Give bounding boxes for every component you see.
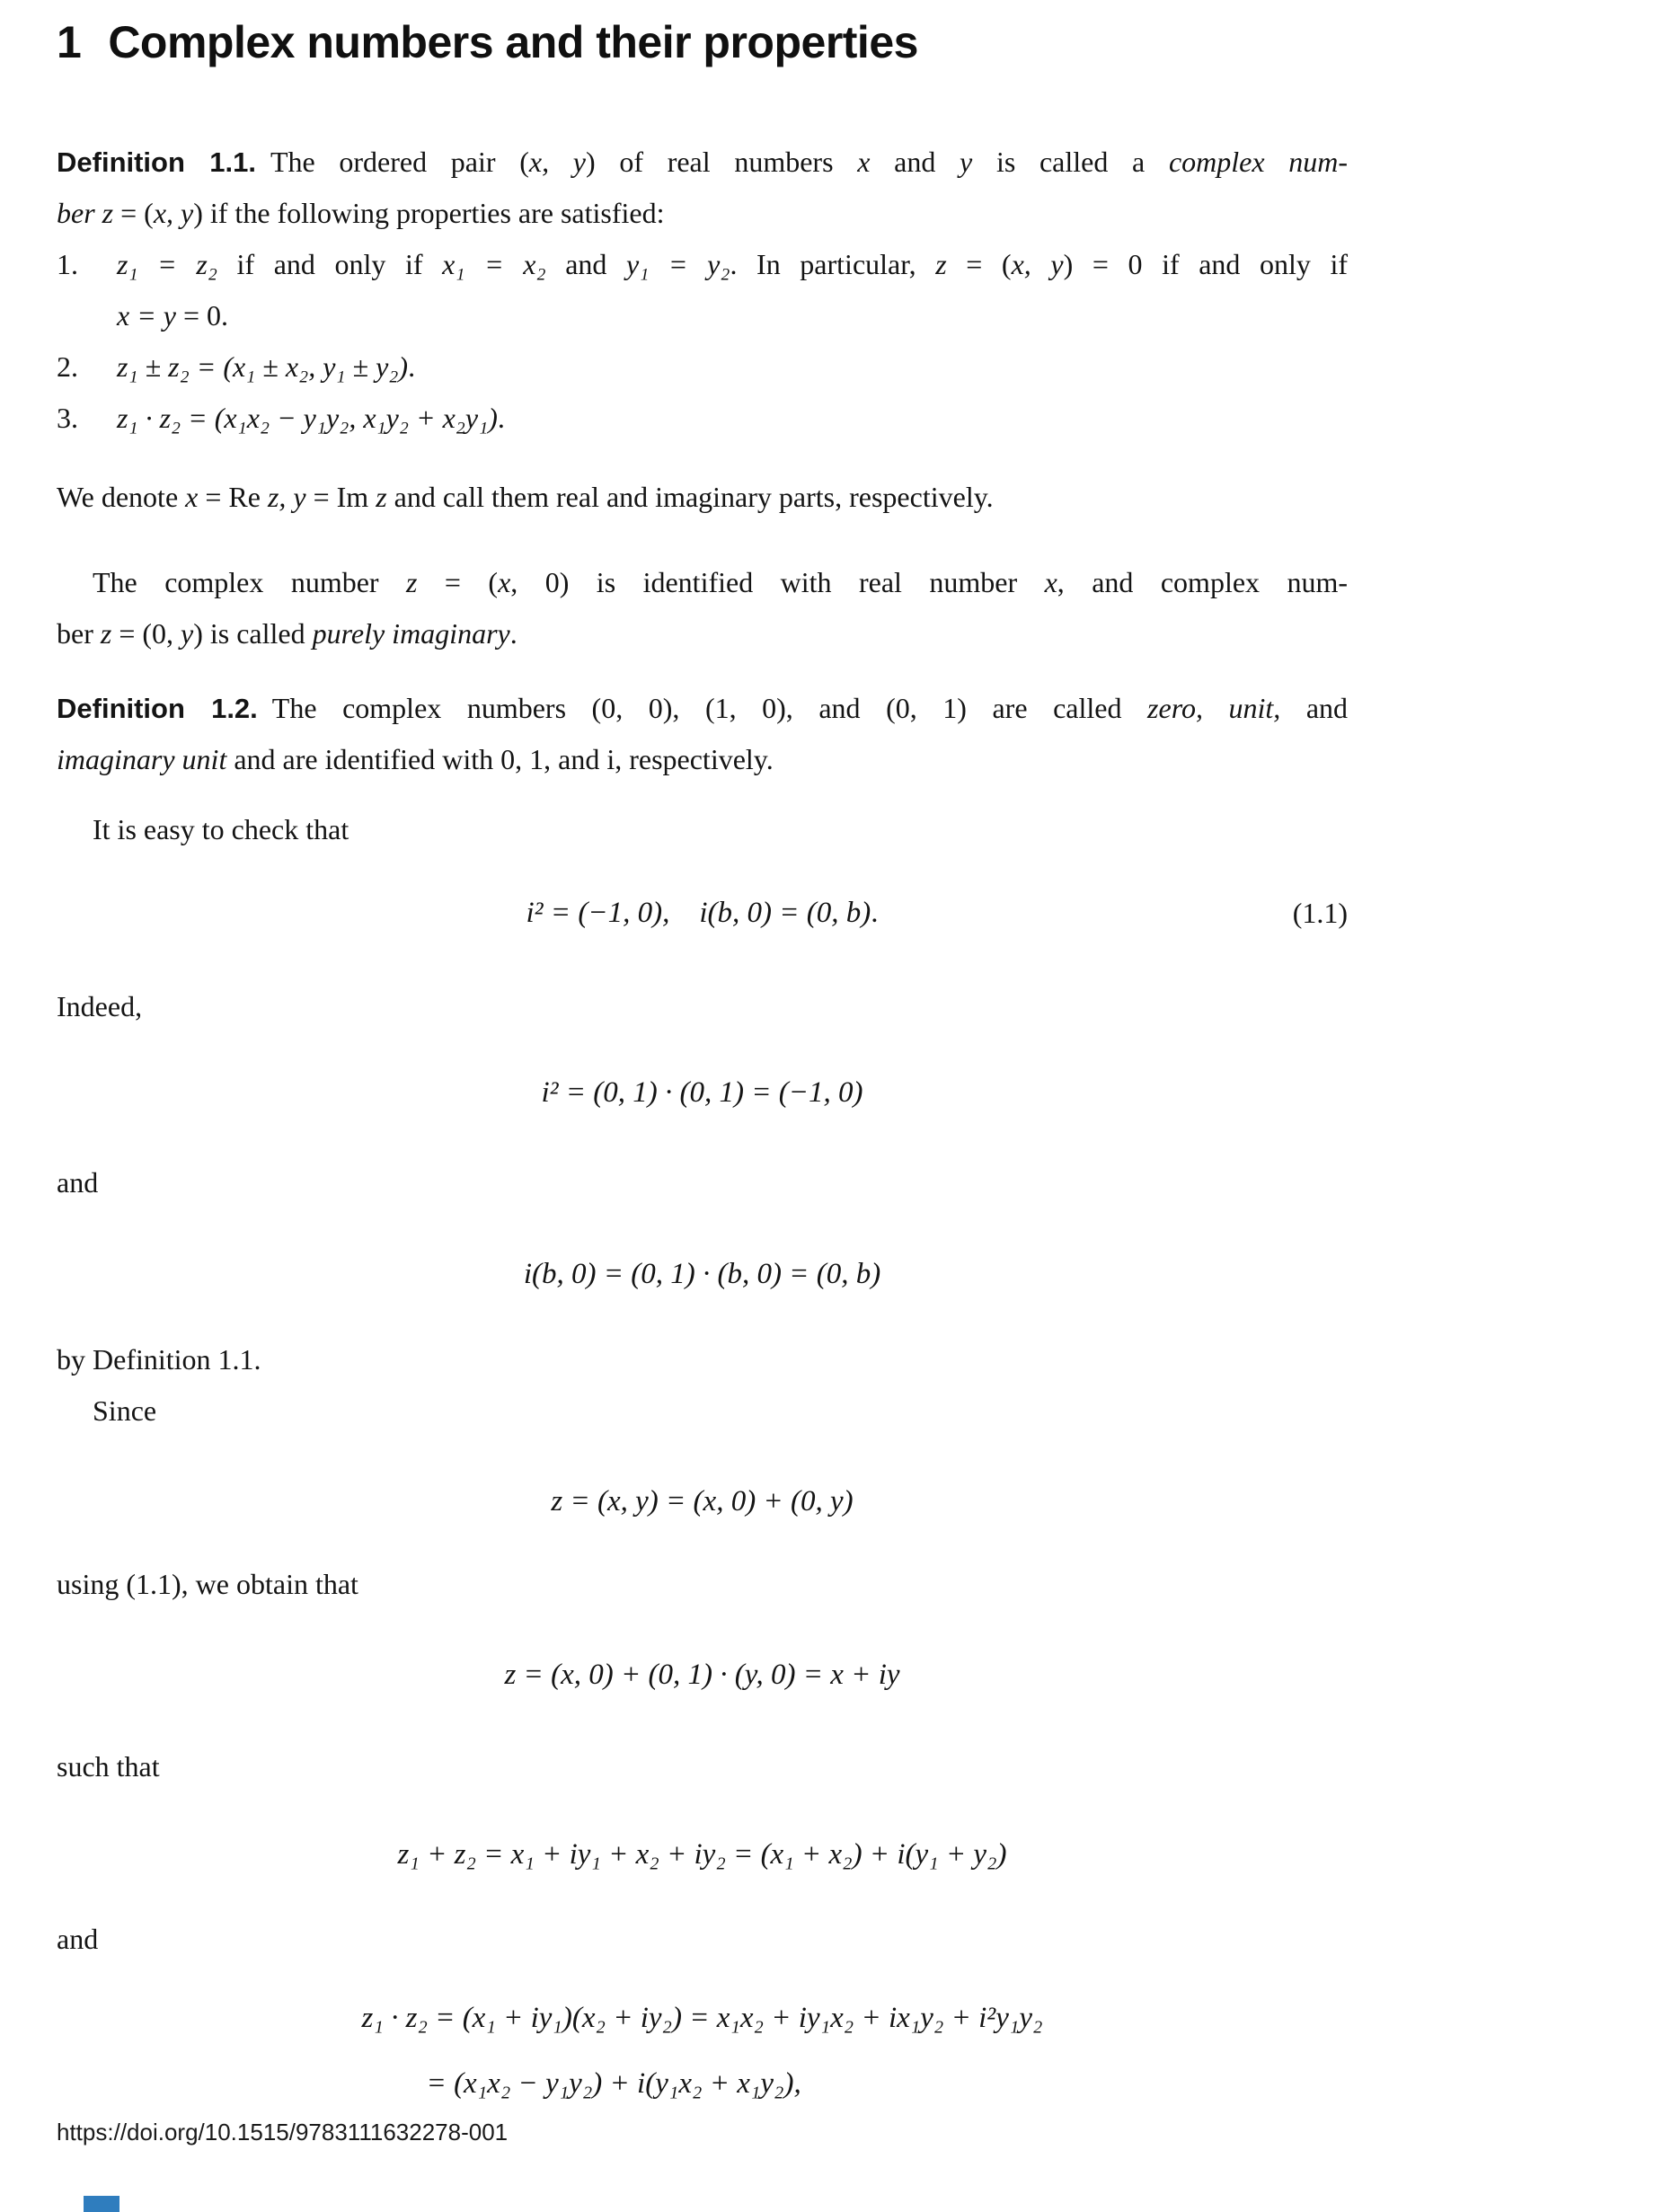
italic-math-text: z = (x, y) = (x, 0) + (0, y): [551, 1485, 854, 1517]
text-line: [57, 1157, 1348, 1208]
italic-math-text: z, y: [267, 481, 306, 513]
italic-math-text: x, y: [1011, 248, 1064, 280]
body-text: = 0.: [176, 299, 229, 332]
body-text: = (0,: [111, 617, 181, 650]
italic-math-text: x: [1044, 566, 1057, 598]
italic-math-text: y₁ = y₂: [626, 248, 730, 280]
eq-z1-plus-z2: [57, 1827, 1348, 1882]
body-text: We denote: [57, 481, 186, 513]
italic-math-text: y: [181, 617, 194, 650]
body-text: = (: [946, 248, 1012, 280]
indeed: [57, 981, 1348, 1032]
list-item-body: [117, 239, 1348, 341]
such-that: [57, 1741, 1348, 1792]
text-line: [57, 804, 1348, 855]
eq-z1-times-z2: [57, 1986, 1348, 2117]
text-line: [117, 239, 1348, 290]
text-line: [57, 1559, 1348, 1610]
property-list: [57, 239, 1348, 444]
text-column: [57, 0, 1348, 2117]
body-text: .: [871, 897, 879, 929]
equation-number: (1.1): [1292, 897, 1348, 929]
body-text: and call them real and imaginary parts, respectively.: [386, 481, 994, 513]
body-text: , and complex num-: [1057, 566, 1349, 598]
body-text: = (: [113, 197, 154, 229]
text-line: [57, 683, 1348, 734]
body-text: Indeed,: [57, 990, 143, 1022]
body-text: .: [509, 617, 518, 650]
body-text: The complex numbers (0, 0), (1, 0), and (0, 1) are called: [257, 692, 1148, 724]
text-line: [117, 290, 1348, 341]
body-text: , 0) is identified with real number: [510, 566, 1045, 598]
body-text: ) if the following properties are satisfied:: [193, 197, 665, 229]
text-line: [57, 1741, 1348, 1792]
eq-z-xy-sum: [57, 1473, 1348, 1529]
italic-math-text: z₁ = z₂: [117, 248, 217, 280]
chapter-title: Complex numbers and their properties: [108, 17, 918, 67]
since: [57, 1385, 1348, 1437]
italic-math-text: x₁ = x₂: [442, 248, 546, 280]
italic-math-text: z₁ · z₂ = (x₁ + iy₁)(x₂ + iy₂) = x₁x₂ + iy₁x₂ + ix₁y₂ + i²y₁y₂: [361, 2002, 1043, 2034]
doi-text: https://doi.org/10.1515/9783111632278-001: [57, 2119, 509, 2146]
and-1: [57, 1157, 1348, 1208]
text-line: [57, 472, 1348, 523]
text-line: [57, 608, 1348, 659]
list-item: [57, 393, 1348, 444]
italic-math-text: i² = (−1, 0),: [526, 897, 670, 929]
list-item: [57, 341, 1348, 393]
italic-math-text: z: [935, 248, 947, 280]
body-text: if and only if: [217, 248, 443, 280]
italic-math-text: i(b, 0) = (0, b): [699, 897, 871, 929]
content-blocks: [57, 137, 1348, 2117]
body-text: = Im: [305, 481, 376, 513]
body-text: Since: [93, 1394, 157, 1427]
body-text: It is easy to check that: [93, 813, 349, 845]
equation-line: [427, 2051, 1043, 2117]
list-item-body: [117, 393, 1348, 444]
body-text: The complex number: [93, 566, 407, 598]
italic-math-text: x: [857, 146, 871, 178]
body-text: by Definition 1.1.: [57, 1343, 261, 1376]
italic-math-text: z₁ + z₂ = x₁ + iy₁ + x₂ + iy₂ = (x₁ + x₂) + i(y₁ + y₂): [397, 1838, 1007, 1871]
eq-1-1: [57, 885, 1348, 941]
italic-math-text: z₁ ± z₂ = (x₁ ± x₂, y₁ ± y₂): [117, 350, 409, 383]
italic-math-text: imaginary unit: [57, 743, 227, 775]
body-text: ) = 0 if and only if: [1063, 248, 1349, 280]
and-2: [57, 1914, 1348, 1965]
body-text: .: [408, 350, 416, 383]
italic-math-text: x = y: [117, 299, 176, 332]
eq-i-b0: [57, 1246, 1348, 1302]
italic-math-text: x: [498, 566, 511, 598]
italic-math-text: ber z: [57, 197, 114, 229]
real-imaginary-parts: [57, 472, 1348, 523]
body-text: and: [57, 1166, 99, 1199]
identified-with-real: [57, 557, 1348, 659]
publisher-brand-bar: [84, 2196, 119, 2212]
definition-label: Definition 1.1.: [57, 146, 256, 178]
text-line: [117, 393, 1348, 444]
equation-group: [362, 1986, 1043, 2117]
body-text: using (1.1), we obtain that: [57, 1568, 358, 1600]
list-item-marker: 3.: [57, 402, 78, 434]
italic-math-text: z: [376, 481, 387, 513]
italic-math-text: x: [185, 481, 199, 513]
easy-to-check: [57, 804, 1348, 855]
list-item: [57, 239, 1348, 341]
italic-math-text: zero, unit,: [1147, 692, 1281, 724]
body-text: ber: [57, 617, 101, 650]
body-text: and: [870, 146, 960, 178]
body-text: = Re: [198, 481, 268, 513]
body-text: and: [1280, 692, 1349, 724]
text-line: [57, 137, 1348, 188]
text-line: [57, 1334, 1348, 1385]
italic-math-text: purely imaginary: [312, 617, 510, 650]
body-text: is called a: [972, 146, 1169, 178]
italic-math-text: z: [100, 617, 112, 650]
equation-line: [362, 1986, 1043, 2051]
body-text: and are identified with 0, 1, and i, respectively.: [226, 743, 774, 775]
italic-math-text: x, y: [528, 146, 586, 178]
body-text: ) is called: [193, 617, 313, 650]
list-item-marker: 1.: [57, 248, 78, 280]
italic-math-text: = (x₁x₂ − y₁y₂) + i(y₁x₂ + x₁y₂),: [426, 2067, 801, 2100]
body-text: such that: [57, 1750, 160, 1783]
using-1-1: [57, 1559, 1348, 1610]
italic-math-text: z: [406, 566, 418, 598]
definition-label: Definition 1.2.: [57, 693, 258, 724]
italic-math-text: x, y: [153, 197, 194, 229]
list-item-body: [117, 341, 1348, 393]
italic-math-text: y: [960, 146, 973, 178]
definition-1-2: [57, 683, 1348, 785]
body-text: and: [545, 248, 626, 280]
eq-z-x-iy: [57, 1647, 1348, 1703]
body-text: ) of real numbers: [586, 146, 858, 178]
text-line: [57, 734, 1348, 785]
by-definition-1-1: [57, 1334, 1348, 1385]
chapter-heading: [57, 16, 1348, 68]
text-line: [57, 188, 1348, 239]
italic-math-text: i(b, 0) = (0, 1) · (b, 0) = (0, b): [523, 1258, 881, 1290]
eq-i-squared-product: [57, 1065, 1348, 1120]
text-line: [57, 981, 1348, 1032]
text-line: [57, 557, 1348, 608]
list-item-marker: 2.: [57, 350, 78, 383]
body-text: [669, 897, 699, 929]
text-line: [57, 1914, 1348, 1965]
italic-math-text: z₁ · z₂ = (x₁x₂ − y₁y₂, x₁y₂ + x₂y₁): [117, 402, 498, 434]
italic-math-text: complex num-: [1168, 146, 1349, 178]
chapter-number: 1: [57, 17, 82, 67]
body-text: and: [57, 1923, 99, 1955]
italic-math-text: i² = (0, 1) · (0, 1) = (−1, 0): [541, 1076, 863, 1109]
italic-math-text: z = (x, 0) + (0, 1) · (y, 0) = x + iy: [504, 1659, 900, 1691]
text-line: [57, 1385, 1348, 1437]
text-line: [117, 341, 1348, 393]
body-text: . In particular,: [730, 248, 936, 280]
body-text: .: [497, 402, 505, 434]
body-text: = (: [417, 566, 499, 598]
definition-1-1: [57, 137, 1348, 239]
body-text: The ordered pair (: [255, 146, 529, 178]
